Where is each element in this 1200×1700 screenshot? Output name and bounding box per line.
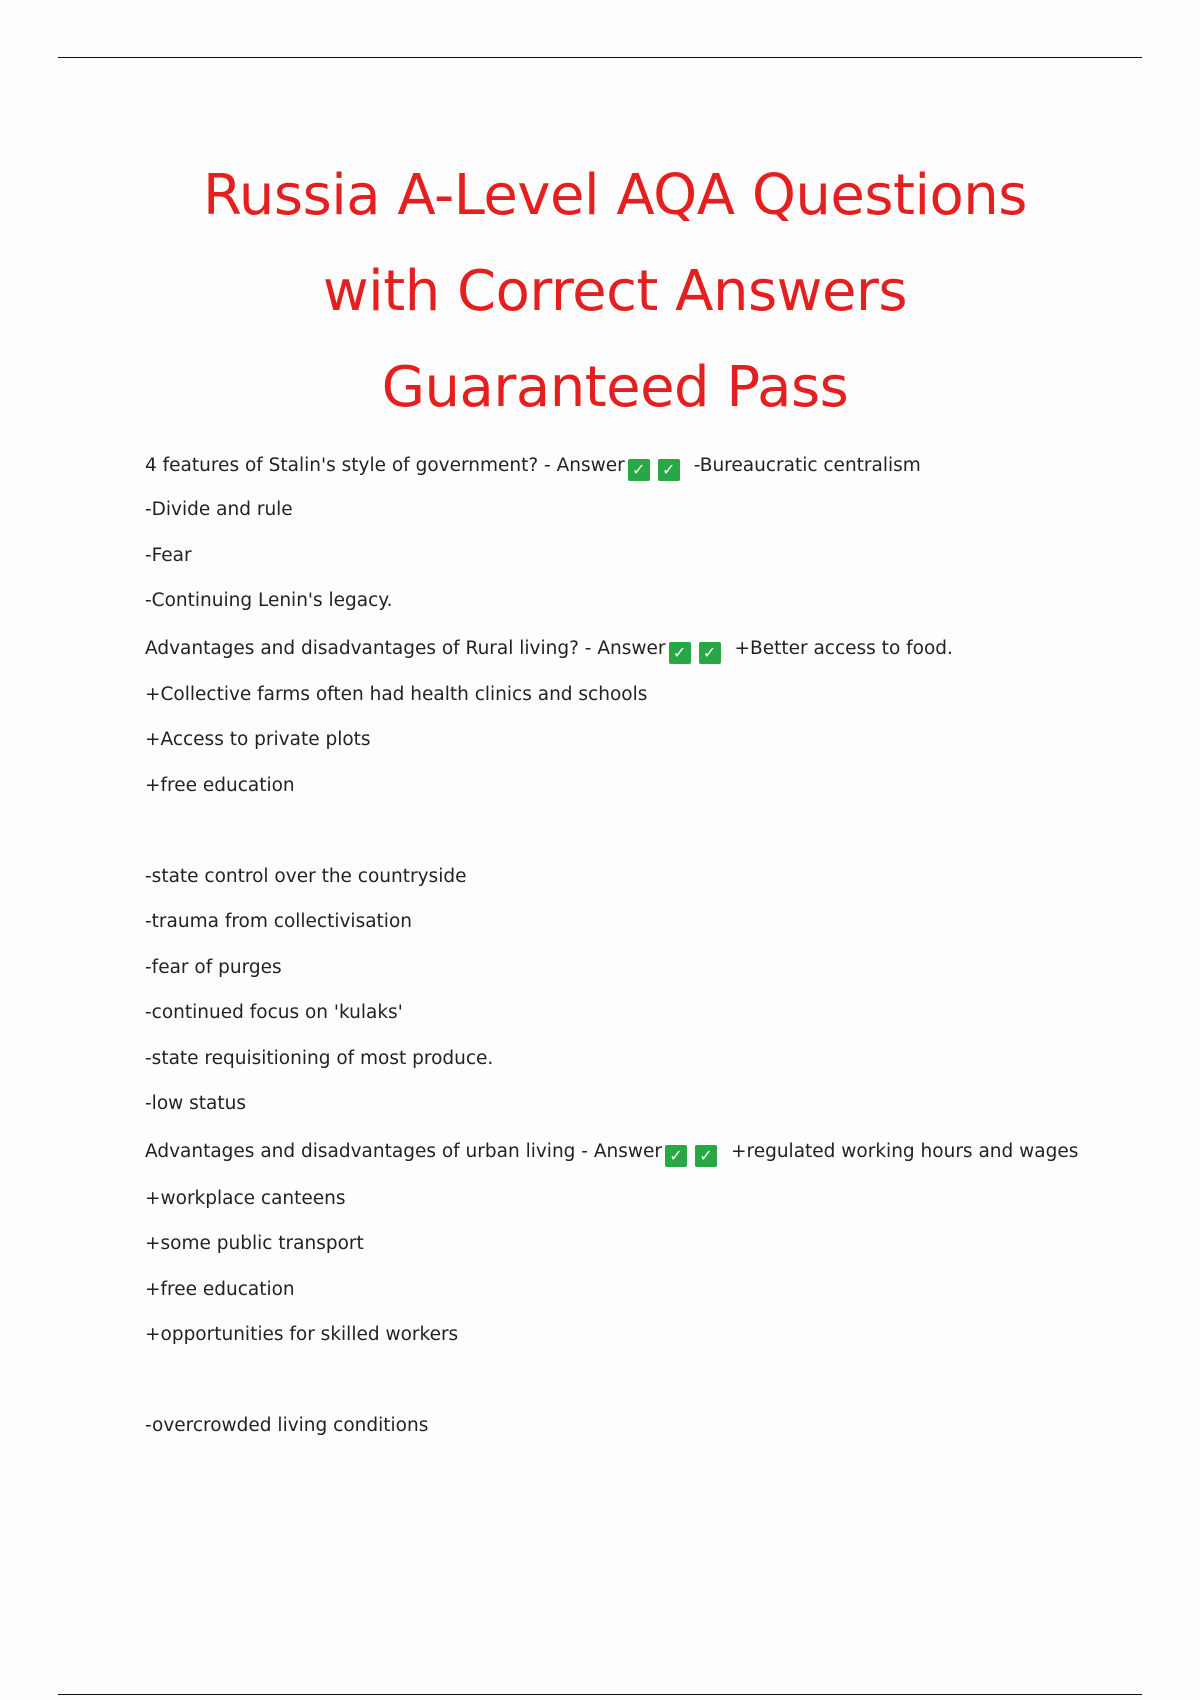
document-title	[0, 148, 1200, 436]
check-mark-icon: ✓	[699, 642, 721, 664]
answer-line: +opportunities for skilled workers	[145, 1324, 459, 1345]
check-mark-icon: ✓	[669, 642, 691, 664]
question-line	[145, 1138, 1078, 1166]
title-line: with Correct Answers	[322, 259, 908, 324]
answer-line: -state control over the countryside	[145, 866, 467, 887]
answer-line: -overcrowded living conditions	[145, 1415, 429, 1436]
answer-text: -Bureaucratic centralism	[693, 455, 921, 476]
check-mark-icon: ✓	[658, 459, 680, 481]
title-line: Guaranteed Pass	[381, 355, 849, 420]
answer-text: +regulated working hours and wages	[731, 1141, 1079, 1162]
check-mark-icon: ✓	[665, 1145, 687, 1167]
question-text: Advantages and disadvantages of Rural living? - Answer	[145, 638, 666, 659]
answer-line: -low status	[145, 1093, 246, 1114]
answer-line: +Collective farms often had health clinics and schools	[145, 684, 648, 705]
title-line: Russia A-Level AQA Questions	[203, 163, 1027, 228]
answer-line: +workplace canteens	[145, 1188, 346, 1209]
check-mark-icon: ✓	[695, 1145, 717, 1167]
answer-text: +Better access to food.	[734, 638, 953, 659]
answer-line: -Divide and rule	[145, 499, 293, 520]
answer-line: +some public transport	[145, 1233, 364, 1254]
check-mark-icon: ✓	[628, 459, 650, 481]
answer-line: -trauma from collectivisation	[145, 911, 412, 932]
answer-line: +Access to private plots	[145, 729, 371, 750]
answer-line: -Continuing Lenin's legacy.	[145, 590, 393, 611]
question-line	[145, 635, 953, 663]
answer-line: -continued focus on 'kulaks'	[145, 1002, 403, 1023]
question-text: Advantages and disadvantages of urban living - Answer	[145, 1141, 662, 1162]
question-text: 4 features of Stalin's style of government? - Answer	[145, 455, 625, 476]
bottom-divider	[58, 1694, 1142, 1695]
answer-line: -Fear	[145, 545, 192, 566]
answer-line: +free education	[145, 1279, 295, 1300]
top-divider	[58, 57, 1142, 58]
answer-line: -state requisitioning of most produce.	[145, 1048, 494, 1069]
question-line	[145, 452, 921, 480]
answer-line: +free education	[145, 775, 295, 796]
answer-line: -fear of purges	[145, 957, 282, 978]
